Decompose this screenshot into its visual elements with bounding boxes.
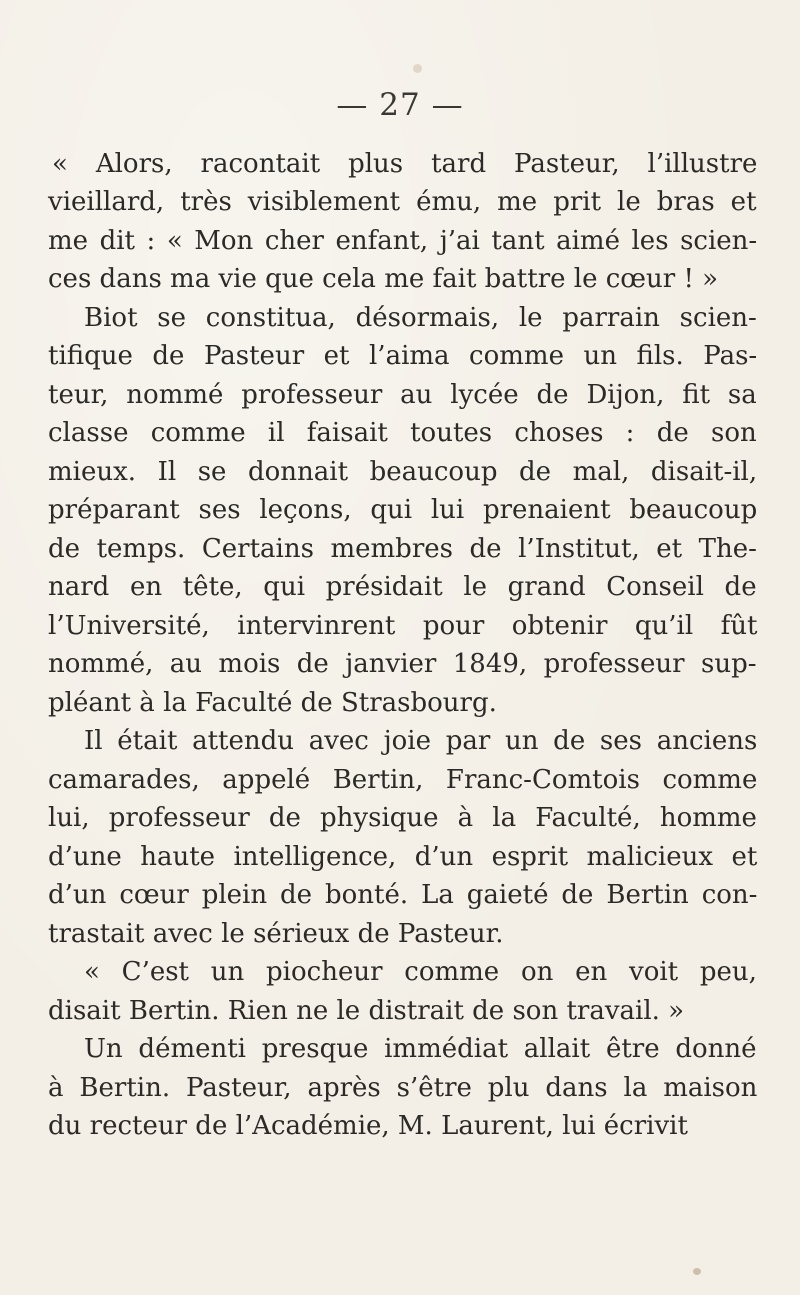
text-line-10: préparant ses leçons, qui lui prenaient beaucoup	[48, 495, 758, 525]
text-line-15: pléant à la Faculté de Strasbourg.	[48, 688, 497, 718]
text-line-11: de temps. Certains membres de l’Institut, et The-	[48, 534, 757, 564]
text-line-22: « C’est un piocheur comme on en voit peu,	[84, 957, 757, 987]
text-line-16: Il était attendu avec joie par un de ses anciens	[84, 726, 758, 756]
text-line-19: d’une haute intelligence, d’un esprit malicieux et	[48, 842, 758, 872]
text-line-26: du recteur de l’Académie, M. Laurent, lui écrivit	[48, 1111, 688, 1141]
page-number: — 27 —	[336, 87, 464, 123]
text-line-14: nommé, au mois de janvier 1849, professeur sup-	[48, 649, 757, 679]
text-line-17: camarades, appelé Bertin, Franc-Comtois comme	[48, 765, 758, 795]
text-line-21: trastait avec le sérieux de Pasteur.	[48, 919, 504, 949]
text-line-20: d’un cœur plein de bonté. La gaieté de Bertin con-	[48, 880, 758, 910]
text-line-24: Un démenti presque immédiat allait être donné	[84, 1034, 757, 1064]
text-line-3: me dit : « Mon cher enfant, j’ai tant aimé les scien-	[48, 226, 758, 256]
text-line-8: classe comme il faisait toutes choses : de son	[48, 418, 757, 448]
text-line-9: mieux. Il se donnait beaucoup de mal, disait-il,	[48, 457, 758, 487]
paper-stain	[693, 1268, 701, 1275]
text-line-6: tifique de Pasteur et l’aima comme un fils. Pas-	[48, 341, 758, 371]
text-line-13: l’Université, intervinrent pour obtenir qu’il fût	[48, 611, 758, 641]
paper-stain	[413, 64, 422, 73]
text-line-25: à Bertin. Pasteur, après s’être plu dans la maison	[48, 1073, 758, 1103]
text-line-2: vieillard, très visiblement ému, me prit le bras et	[48, 187, 757, 217]
text-line-23: disait Bertin. Rien ne le distrait de son travail. »	[48, 996, 685, 1026]
text-line-7: teur, nommé professeur au lycée de Dijon, fit sa	[48, 380, 757, 410]
text-line-12: nard en tête, qui présidait le grand Conseil de	[48, 572, 757, 602]
text-line-4: ces dans ma vie que cela me fait battre le cœur ! »	[48, 264, 719, 294]
text-line-18: lui, professeur de physique à la Faculté, homme	[48, 803, 757, 833]
text-line-1: « Alors, racontait plus tard Pasteur, l’illustre	[52, 149, 758, 179]
text-line-5: Biot se constitua, désormais, le parrain scien-	[84, 303, 757, 333]
